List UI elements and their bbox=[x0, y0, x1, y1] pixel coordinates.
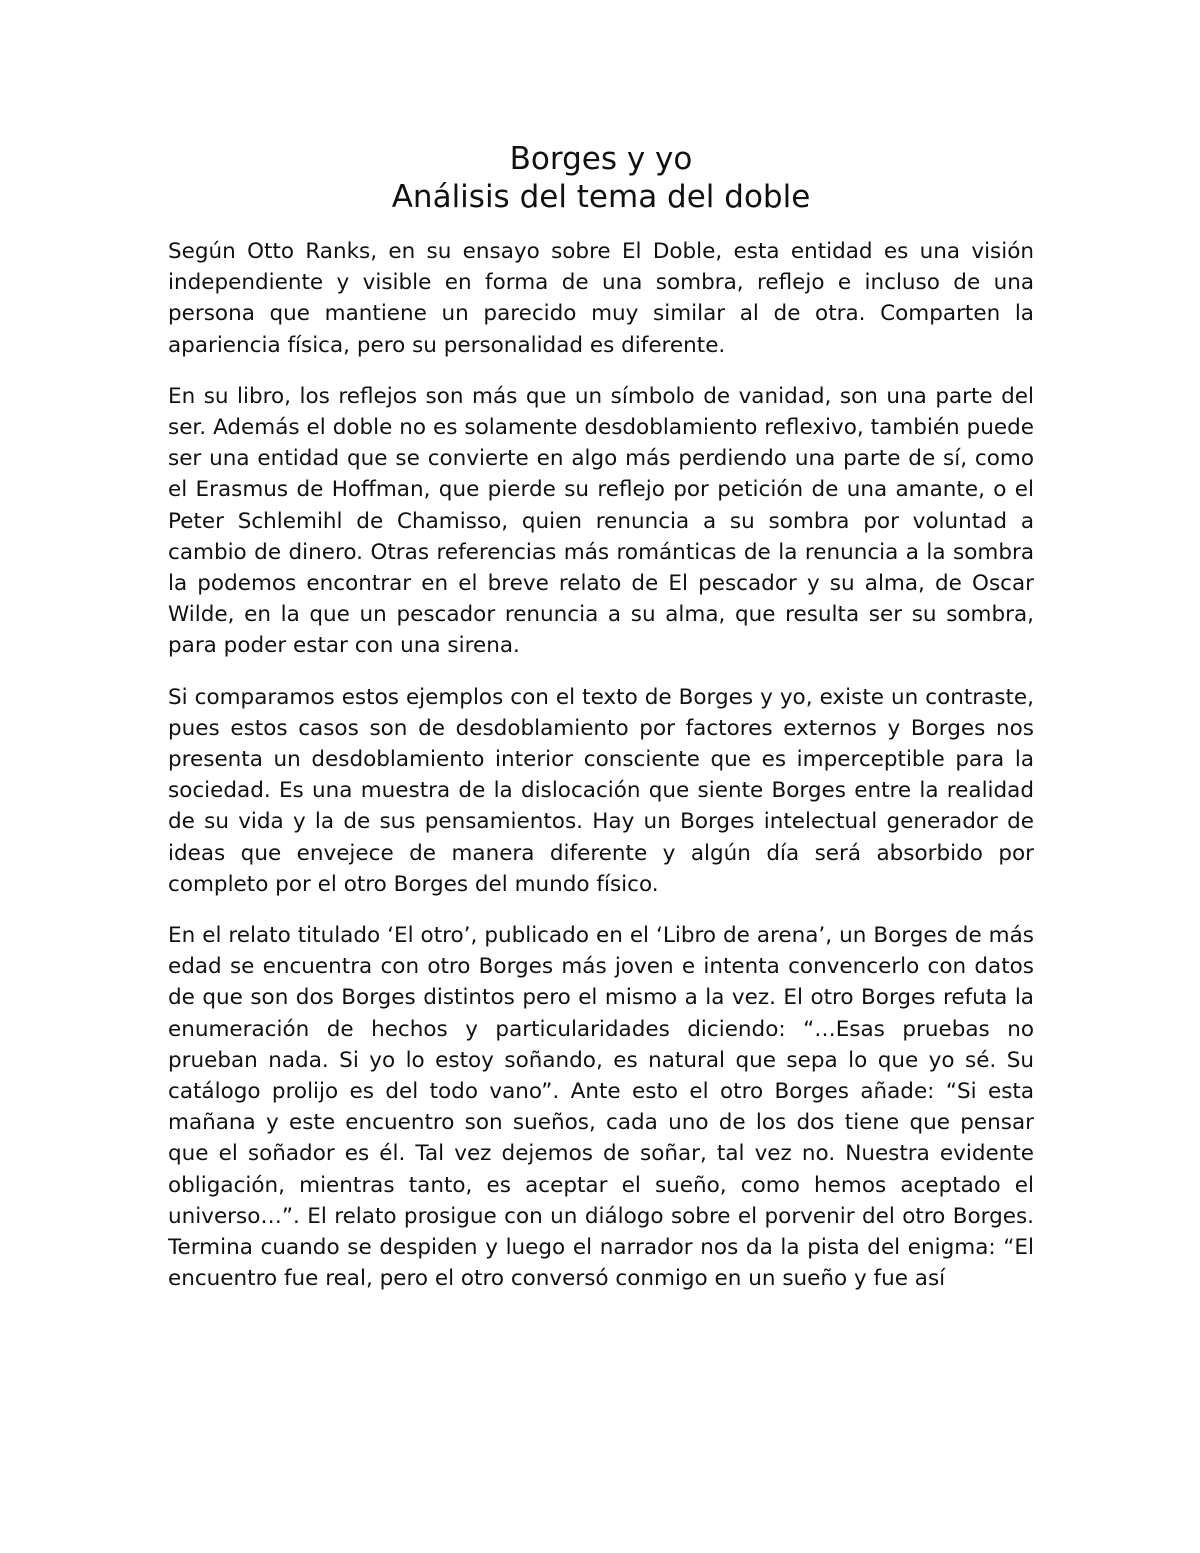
paragraph-2: En su libro, los reflejos son más que un símbolo de vanidad, son una parte del ser. Además el doble no es solamente desdoblamiento reflexivo, también puede ser una entidad que se convierte en algo más perdiendo una parte de sí, como el Erasmus de Hoffman, que pierde su reflejo por petición de una amante, o el Peter Schlemihl de Chamisso, quien renuncia a su sombra por voluntad a cambio de dinero. Otras referencias más románticas de la renuncia a la sombra la podemos encontrar en el breve relato de El pescador y su alma, de Oscar Wilde, en la que un pescador renuncia a su alma, que resulta ser su sombra, para poder estar con una sirena. bbox=[168, 383, 1034, 659]
paragraph-4: En el relato titulado ‘El otro’, publicado en el ‘Libro de arena’, un Borges de más edad se encuentra con otro Borges más joven e intenta convencerlo con datos de que son dos Borges distintos pero el mismo a la vez. El otro Borges refuta la enumeración de hechos y particularidades diciendo: “…Esas pruebas no prueban nada. Si yo lo estoy soñando, es natural que sepa lo que yo sé. Su catálogo prolijo es del todo vano”. Ante esto el otro Borges añade: “Si esta mañana y este encuentro son sueños, cada uno de los dos tiene que pensar que el soñador es él. Tal vez dejemos de soñar, tal vez no. Nuestra evidente obligación, mientras tanto, es aceptar el sueño, como hemos aceptado el universo…”. El relato prosigue con un diálogo sobre el porvenir del otro Borges. Termina cuando se despiden y luego el narrador nos da la pista del enigma: “El encuentro fue real, pero el otro conversó conmigo en un sueño y fue así bbox=[168, 923, 1034, 1292]
paragraph-3: Si comparamos estos ejemplos con el texto de Borges y yo, existe un contraste, pues estos casos son de desdoblamiento por factores externos y Borges nos presenta un desdoblamiento interior consciente que es imperceptible para la sociedad. Es una muestra de la dislocación que siente Borges entre la realidad de su vida y la de sus pensamientos. Hay un Borges intelectual generador de ideas que envejece de manera diferente y algún día será absorbido por completo por el otro Borges del mundo físico. bbox=[168, 684, 1034, 897]
document-page bbox=[168, 140, 1034, 1295]
document-title: Borges y yo bbox=[509, 141, 693, 177]
paragraph-1: Según Otto Ranks, en su ensayo sobre El Doble, esta entidad es una visión independiente y visible en forma de una sombra, reflejo e incluso de una persona que mantiene un parecido muy similar al de otra. Comparten la apariencia física, pero su personalidad es diferente. bbox=[168, 239, 1034, 358]
document-subtitle: Análisis del tema del doble bbox=[391, 179, 811, 215]
title-block bbox=[168, 140, 1034, 216]
